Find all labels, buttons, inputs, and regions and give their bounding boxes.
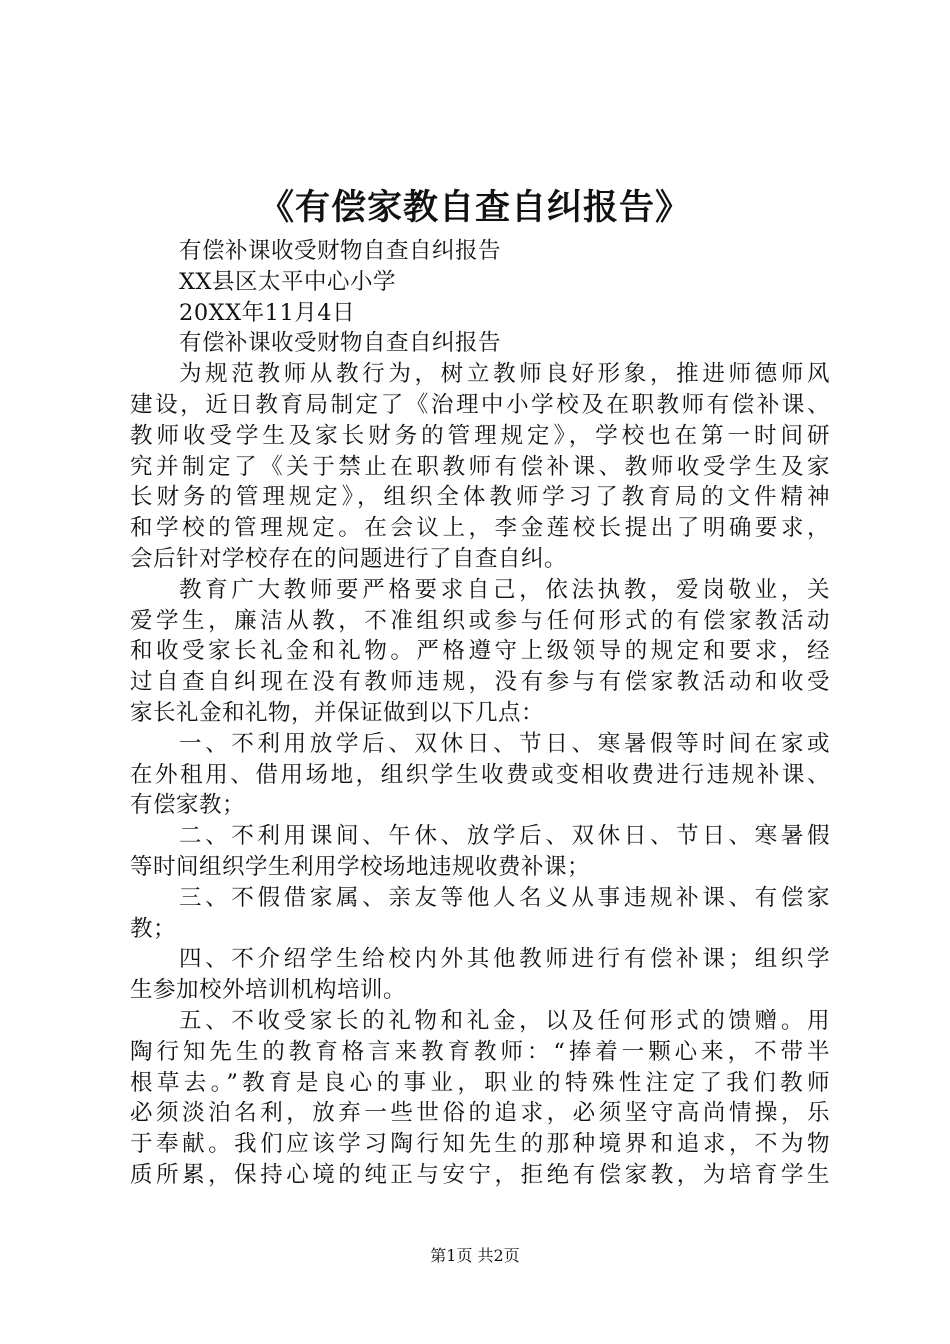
body-text-line: 有偿补课收受财物自查自纠报告 xyxy=(179,238,502,264)
body-text-line: 家长礼金和礼物，并保证做到以下几点： xyxy=(130,699,545,726)
body-text-line: 过自查自纠现在没有教师违规，没有参与有偿家教活动和收受 xyxy=(130,669,830,696)
body-text-line: 于奉献。我们应该学习陶行知先生的那种境界和追求，不为物 xyxy=(130,1131,830,1158)
body-text-line: 为规范教师从教行为，树立教师良好形象，推进师德师风 xyxy=(179,361,830,388)
body-text-line: 和收受家长礼金和礼物。严格遵守上级领导的规定和要求，经 xyxy=(130,638,830,665)
document-title: 《有偿家教自查自纠报告》 xyxy=(258,188,691,228)
body-text-line: 教； xyxy=(130,915,177,942)
body-text-line: 生参加校外培训机构培训。 xyxy=(130,977,407,1004)
document-body xyxy=(130,236,830,1191)
body-text-line: 一、不利用放学后、双休日、节日、寒暑假等时间在家或 xyxy=(179,730,830,757)
body-text-line: 爱学生，廉洁从教，不准组织或参与任何形式的有偿家教活动 xyxy=(130,607,830,634)
body-text-line: 教师收受学生及家长财务的管理规定》，学校也在第一时间研 xyxy=(130,422,830,449)
body-text-line: 质所累，保持心境的纯正与安宁，拒绝有偿家教，为培育学生 xyxy=(130,1161,830,1188)
body-text-line: 等时间组织学生利用学校场地违规收费补课； xyxy=(130,853,591,880)
body-text-line: 有偿补课收受财物自查自纠报告 xyxy=(179,330,502,357)
body-text-line: 陶行知先生的教育格言来教育教师：“捧着一颗心来，不带半 xyxy=(130,1038,830,1065)
body-text-line: 三、不假借家属、亲友等他人名义从事违规补课、有偿家 xyxy=(179,884,830,911)
body-text-line: 究并制定了《关于禁止在职教师有偿补课、教师收受学生及家 xyxy=(130,453,830,480)
body-text-line: 五、不收受家长的礼物和礼金，以及任何形式的馈赠。用 xyxy=(179,1007,830,1034)
body-text-line: 有偿家教； xyxy=(130,792,246,819)
body-text-line: 建设，近日教育局制定了《治理中小学校及在职教师有偿补课、 xyxy=(130,391,830,418)
body-text-line: 和学校的管理规定。在会议上，李金莲校长提出了明确要求， xyxy=(130,515,830,542)
body-text-line: XX县区太平中心小学 xyxy=(179,268,397,295)
body-text-line: 二、不利用课间、午休、放学后、双休日、节日、寒暑假 xyxy=(179,823,830,850)
body-text-line: 根草去。”教育是良心的事业，职业的特殊性注定了我们教师 xyxy=(130,1069,830,1096)
body-text-line: 会后针对学校存在的问题进行了自查自纠。 xyxy=(130,545,568,572)
body-text-line: 长财务的管理规定》，组织全体教师学习了教育局的文件精神 xyxy=(130,484,830,511)
page-footer: 第1页 共2页 xyxy=(430,1246,520,1265)
body-text-line: 四、不介绍学生给校内外其他教师进行有偿补课；组织学 xyxy=(179,946,830,973)
body-text-line: 必须淡泊名利，放弃一些世俗的追求，必须坚守高尚情操，乐 xyxy=(130,1100,830,1127)
body-text-line: 教育广大教师要严格要求自己，依法执教，爱岗敬业，关 xyxy=(179,576,830,603)
body-text-line: 20XX年11月4日 xyxy=(179,299,356,326)
body-text-line: 在外租用、借用场地，组织学生收费或变相收费进行违规补课、 xyxy=(130,761,830,788)
